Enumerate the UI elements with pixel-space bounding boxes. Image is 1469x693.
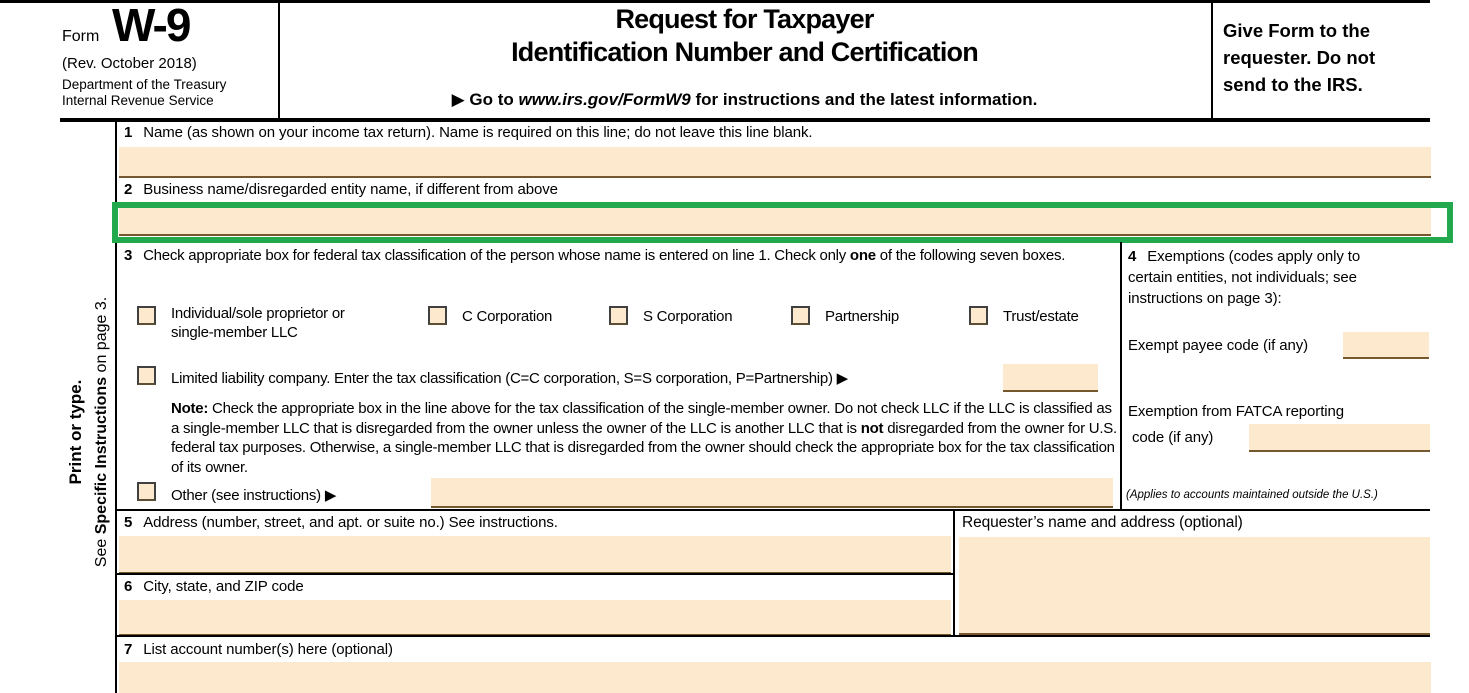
name-input[interactable] bbox=[119, 147, 1431, 178]
divider-section3-4 bbox=[1120, 242, 1122, 510]
checkbox-llc[interactable] bbox=[137, 366, 156, 385]
llc-classification-input[interactable] bbox=[1003, 364, 1098, 392]
divider-line7-top bbox=[115, 635, 1430, 637]
exempt-payee-code-input[interactable] bbox=[1343, 332, 1429, 359]
department-line2: Internal Revenue Service bbox=[62, 93, 214, 108]
form-number: W-9 bbox=[112, 0, 190, 51]
exempt-payee-label: Exempt payee code (if any) bbox=[1128, 337, 1308, 354]
divider-row5-top bbox=[115, 509, 1430, 511]
department-line1: Department of the Treasury bbox=[62, 77, 227, 92]
line5-label: 5 Address (number, street, and apt. or suite no.) See instructions. bbox=[124, 514, 558, 531]
top-border bbox=[0, 0, 1430, 3]
goto-instructions-line: ▶ Go to www.irs.gov/FormW9 for instructions and the latest information. bbox=[451, 90, 1038, 109]
city-state-zip-input[interactable] bbox=[119, 600, 951, 636]
line4-label: 4 Exemptions (codes apply only to certain entities, not individuals; see instructions on page 3): bbox=[1128, 248, 1361, 307]
address-input[interactable] bbox=[119, 536, 951, 574]
divider-line5-6 bbox=[115, 573, 955, 575]
give-form-notice: Give Form to the requester. Do not send to the IRS. bbox=[1223, 20, 1376, 95]
checkbox-individual-sole-proprietor[interactable] bbox=[137, 306, 156, 325]
checkbox-c-corporation-label: C Corporation bbox=[462, 308, 553, 325]
fatca-applies-note: (Applies to accounts maintained outside the U.S.) bbox=[1126, 489, 1378, 501]
llc-note: Note: Check the appropriate box in the line above for the tax classification of the single-member owner. Do not check LLC if the LLC is classified as a single-member LLC that is disregarded from the owner unless the owner of the LLC is another LLC that is not disregarded from the owner for U.S. federal tax purposes. Otherwise, a single-member LLC that is disregarded from the owner should check the appropriate box for the tax classification of its owner. bbox=[171, 400, 1117, 476]
business-name-input[interactable] bbox=[119, 208, 1431, 236]
arrow-icon: ▶ bbox=[451, 90, 465, 109]
header-divider-right bbox=[1211, 0, 1213, 120]
checkbox-partnership[interactable] bbox=[791, 306, 810, 325]
requester-label: Requester’s name and address (optional) bbox=[962, 514, 1243, 531]
checkbox-llc-label: Limited liability company. Enter the tax classification (C=C corporation, S=S corporation, P=Partnership) ▶ bbox=[171, 370, 848, 387]
form-title-line1: Request for Taxpayer bbox=[615, 4, 874, 34]
requester-name-address-input[interactable] bbox=[959, 537, 1430, 635]
sidebar-line2: See Specific Instructions on page 3. bbox=[93, 296, 110, 568]
checkbox-partnership-label: Partnership bbox=[825, 308, 899, 325]
form-title-line2: Identification Number and Certification bbox=[511, 37, 978, 67]
line2-label: 2 Business name/disregarded entity name, if different from above bbox=[124, 181, 558, 198]
line7-label: 7 List account number(s) here (optional) bbox=[124, 641, 393, 658]
arrow-icon: ▶ bbox=[836, 370, 848, 387]
account-numbers-input[interactable] bbox=[119, 662, 1431, 693]
checkbox-other-label: Other (see instructions) ▶ bbox=[171, 487, 337, 504]
arrow-icon: ▶ bbox=[324, 487, 337, 504]
line3-label: 3 Check appropriate box for federal tax classification of the person whose name is entered on line 1. Check only one of the following seven boxes. bbox=[124, 247, 1066, 264]
checkbox-s-corporation[interactable] bbox=[609, 306, 628, 325]
fatca-code-input[interactable] bbox=[1249, 424, 1430, 452]
checkbox-trust-estate[interactable] bbox=[969, 306, 988, 325]
print-or-type-sidebar bbox=[63, 227, 117, 637]
checkbox-s-corporation-label: S Corporation bbox=[643, 308, 733, 325]
checkbox-trust-estate-label: Trust/estate bbox=[1003, 308, 1079, 325]
sidebar-line1: Print or type. bbox=[66, 379, 85, 485]
checkbox-c-corporation[interactable] bbox=[428, 306, 447, 325]
form-word: Form bbox=[62, 28, 100, 45]
irs-url: www.irs.gov/FormW9 bbox=[518, 90, 691, 109]
form-revision: (Rev. October 2018) bbox=[62, 55, 197, 72]
header-bottom-border bbox=[60, 118, 1430, 122]
fatca-label-line1: Exemption from FATCA reporting bbox=[1128, 403, 1344, 420]
line1-label: 1 Name (as shown on your income tax return). Name is required on this line; do not leave this line blank. bbox=[124, 124, 813, 141]
fatca-label-line2: code (if any) bbox=[1132, 429, 1214, 446]
checkbox-other[interactable] bbox=[137, 482, 156, 501]
line6-label: 6 City, state, and ZIP code bbox=[124, 578, 304, 595]
checkbox-individual-label: Individual/sole proprietor or single-member LLC bbox=[171, 305, 345, 341]
other-input[interactable] bbox=[431, 478, 1113, 508]
